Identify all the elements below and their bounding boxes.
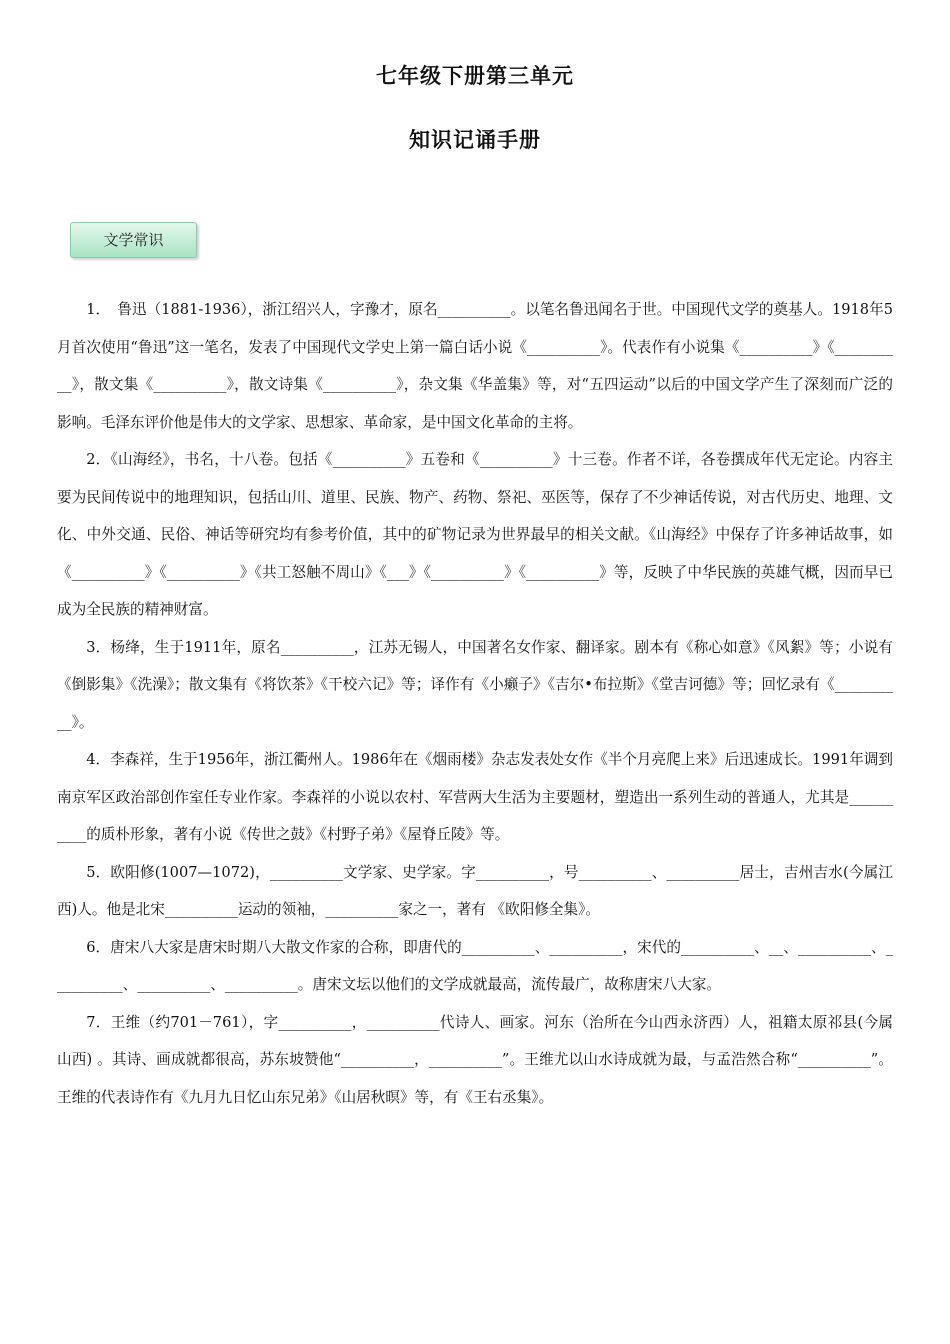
document-title: 七年级下册第三单元 [376,64,574,88]
paragraph-3-yangjiang: 3．杨绛，生于1911年，原名__________，江苏无锡人，中国著名女作家、翻译家。剧本有《称心如意》《风絮》等；小说有《倒影集》《洗澡》；散文集有《将饮茶》《干校六记》等；译作有《小癞子》《吉尔•布拉斯》《堂吉诃德》等；回忆录有《__________》。 [57,638,893,731]
paragraph-7-wangwei: 7．王维（约701－761），字__________，__________代诗人、画家。河东（治所在今山西永济西）人，祖籍太原祁县(今属山西) 。其诗、画成就都很高，苏东坡赞他“__________，__________”。王维尤以山水诗成就为最，与孟浩然合称“__________”。王维的代表诗作有《九月九日忆山东兄弟》《山居秋暝》等，有《王右丞集》。 [57,1013,893,1106]
section-label-badge: 文学常识 [70,222,197,258]
paragraph-2-shanhaijing: 2．《山海经》，书名，十八卷。包括《__________》五卷和《__________》十三卷。作者不详，各卷撰成年代无定论。内容主要为民间传说中的地理知识，包括山川、道里、民族、物产、药物、祭祀、巫医等，保存了不少神话传说，对古代历史、地理、文化、中外交通、民俗、神话等研究均有参考价值，其中的矿物记录为世界最早的相关文献。《山海经》中保存了许多神话故事，如《__________》《__________》《共工怒触不周山》《___》《__________》《__________》等，反映了中华民族的英雄气概，因而早已成为全民族的精神财富。 [57,451,893,618]
content-body [57,291,893,1116]
paragraph-5-ouyangxiu: 5．欧阳修(1007—1072)，__________文学家、史学家。字__________，号__________、__________居士，吉州吉水(今属江西)人。他是北宋__________运动的领袖，__________家之一，著有 《欧阳修全集》。 [57,863,893,918]
paragraph-1-luxun: 1． 鲁迅（1881-1936），浙江绍兴人，字豫才，原名__________。以笔名鲁迅闻名于世。中国现代文学的奠基人。1918年5月首次使用“鲁迅”这一笔名，发表了中国现代文学史上第一篇白话小说《__________》。代表作有小说集《__________》《__________》，散文集《__________》，散文诗集《__________》，杂文集《华盖集》等，对“五四运动”以后的中国文学产生了深刻而广泛的影响。毛泽东评价他是伟大的文学家、思想家、革命家，是中国文化革命的主将。 [57,301,893,431]
paragraph-4-lisenxiang: 4．李森祥，生于1956年，浙江衢州人。1986年在《烟雨楼》杂志发表处女作《半个月亮爬上来》后迅速成长。1991年调到南京军区政治部创作室任专业作家。李森祥的小说以农村、军营两大生活为主要题材，塑造出一系列生动的普通人，尤其是__________的质朴形象，著有小说《传世之鼓》《村野子弟》《屋脊丘陵》等。 [57,751,893,843]
paragraph-6-tangsong-bada: 6．唐宋八大家是唐宋时期八大散文作家的合称，即唐代的__________、__________，宋代的__________、__、__________、__________、__________、__________。唐宋文坛以他们的文学成就最高，流传最广，故称唐宋八大家。 [57,938,893,993]
document-subtitle: 知识记诵手册 [409,128,541,152]
